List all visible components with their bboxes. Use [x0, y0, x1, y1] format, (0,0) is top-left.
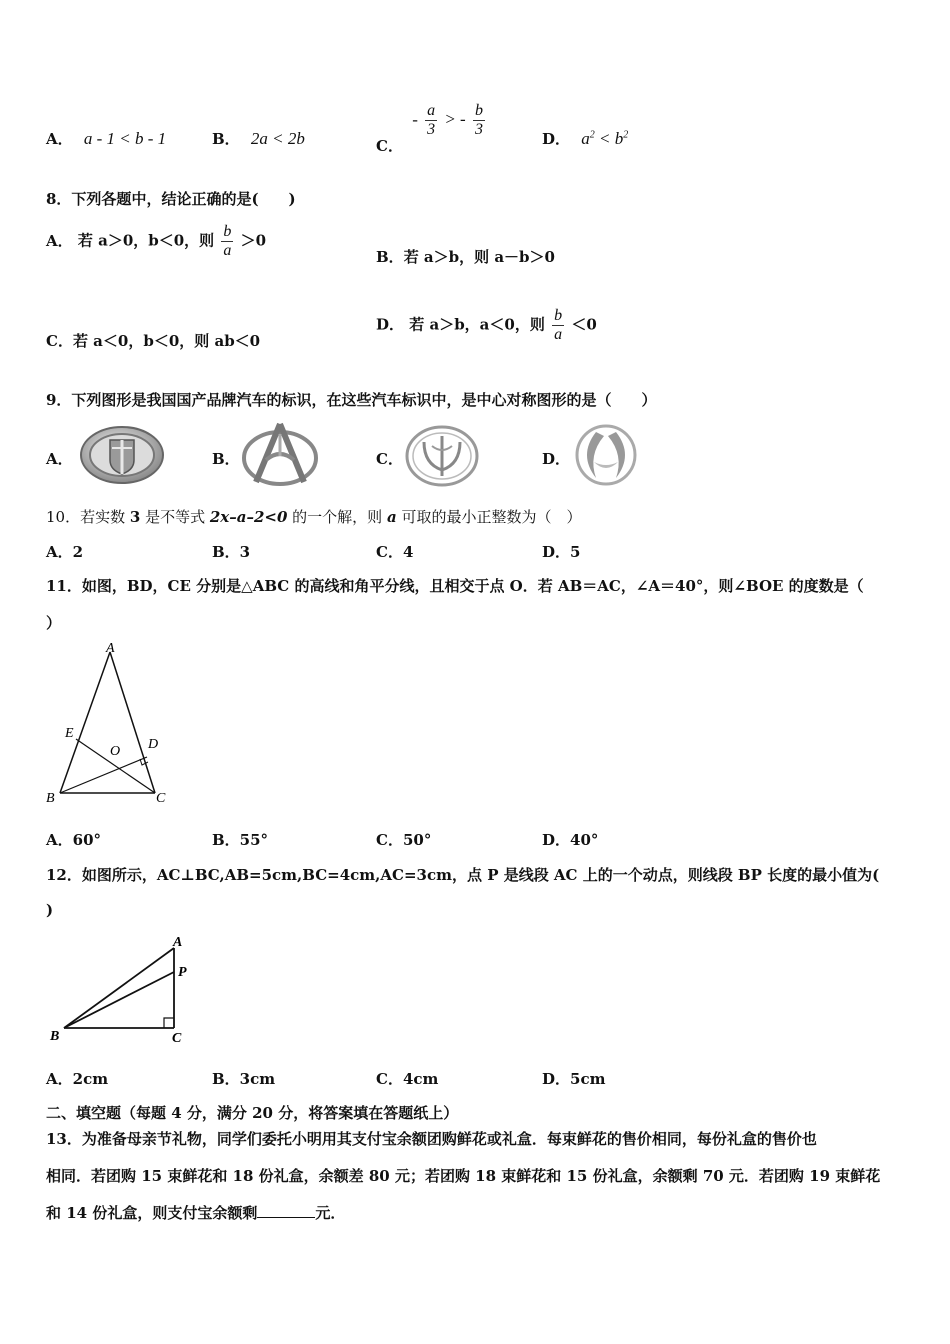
q12-option-d: D．5cm — [542, 1070, 606, 1088]
q7-option-d: D． $a^2 < b^2$ — [542, 129, 629, 148]
q10-title: 10．若实数 3 是不等式 2x–a–2<0 的一个解，则 a 可取的最小正整数为（ ） — [46, 508, 582, 526]
q12-label-c: C — [172, 1031, 182, 1046]
q8-option-d: D． 若 a＞b，a＜0，则 $\frac{b}{a}$ ＜0 — [376, 307, 597, 343]
q9-option-a-label: A． — [46, 450, 73, 468]
q7-option-b: B． 2a < 2b — [212, 129, 305, 148]
q7-option-c: C． - $\frac{a}{3}$ > - $\frac{b}{3}$ — [376, 102, 483, 155]
q9-option-b-label: B． — [212, 450, 240, 468]
q11-label-e: E — [65, 726, 74, 741]
q11-title-line1: 11．如图，BD，CE 分别是△ABC 的高线和角平分线，且相交于点 O．若 AB＝AC，∠A＝40°，则∠BOE 的度数是（ — [46, 577, 864, 595]
q11-triangle-diagram — [40, 638, 180, 810]
q7-option-a: A． a - 1 < b - 1 — [46, 129, 167, 148]
q7-frac-a3: $\frac{a}{3}$ — [427, 102, 436, 138]
q11-option-b: B．55° — [212, 831, 269, 849]
q13-line3: 和 14 份礼盒，则支付宝余额剩 元． — [46, 1204, 346, 1222]
q7-frac-b3: $\frac{b}{3}$ — [474, 102, 483, 138]
q12-label-b: B — [50, 1029, 60, 1044]
q9-option-d-label: D． — [542, 450, 571, 468]
q12-title-line2: ) — [46, 901, 54, 919]
section-2-heading: 二、填空题（每题 4 分，满分 20 分，将答案填在答题纸上） — [46, 1104, 459, 1122]
great-wall-logo-icon — [78, 424, 166, 486]
q9-option-c-label: C． — [376, 450, 403, 468]
q10-option-c: C．4 — [376, 543, 414, 561]
q13-answer-blank[interactable] — [257, 1203, 315, 1218]
q11-label-b: B — [46, 791, 55, 806]
q12-option-b: B．3cm — [212, 1070, 276, 1088]
q12-label-p: P — [178, 965, 187, 980]
q9-title: 9．下列图形是我国国产品牌汽车的标识，在这些汽车标识中，是中心对称图形的是（ ） — [46, 391, 657, 409]
q10-option-d: D．5 — [542, 543, 581, 561]
q12-triangle-diagram — [44, 928, 204, 1048]
q12-option-c: C．4cm — [376, 1070, 439, 1088]
q11-title-line2: ） — [46, 614, 62, 632]
q11-label-o: O — [110, 744, 121, 759]
q12-title-line1: 12．如图所示，AC⊥BC,AB=5cm,BC=4cm,AC=3cm，点 P 是线段 AC 上的一个动点，则线段 BP 长度的最小值为( — [46, 866, 880, 884]
q8-option-c: C．若 a＜0，b＜0，则 ab＜0 — [46, 332, 261, 350]
q11-label-c: C — [156, 791, 166, 806]
q11-option-d: D．40° — [542, 831, 599, 849]
q8-option-b: B．若 a＞b，则 a－b＞0 — [376, 248, 555, 266]
q11-label-a: A — [106, 641, 115, 656]
q10-option-a: A．2 — [46, 543, 84, 561]
q8-option-a: A． 若 a＞0，b＜0，则 $\frac{b}{a}$ ＞0 — [46, 223, 267, 259]
q8-title: 8．下列各题中，结论正确的是( ) — [46, 190, 296, 208]
q12-label-a: A — [173, 935, 183, 950]
chery-logo-icon — [240, 420, 320, 488]
q12-option-a: A．2cm — [46, 1070, 109, 1088]
dongfeng-logo-icon — [574, 422, 638, 488]
q13-line1: 13．为准备母亲节礼物，同学们委托小明用其支付宝余额团购鲜花或礼盒．每束鲜花的售价相同，每份礼盒的售价也 — [46, 1130, 817, 1148]
q11-label-d: D — [148, 737, 159, 752]
q13-line2: 相同．若团购 15 束鲜花和 18 份礼盒，余额差 80 元；若团购 18 束鲜花和 15 份礼盒，余额剩 70 元．若团购 19 束鲜花 — [46, 1167, 881, 1185]
q11-option-a: A．60° — [46, 831, 102, 849]
q11-option-c: C．50° — [376, 831, 432, 849]
brilliance-logo-icon — [404, 424, 480, 488]
q10-option-b: B．3 — [212, 543, 251, 561]
